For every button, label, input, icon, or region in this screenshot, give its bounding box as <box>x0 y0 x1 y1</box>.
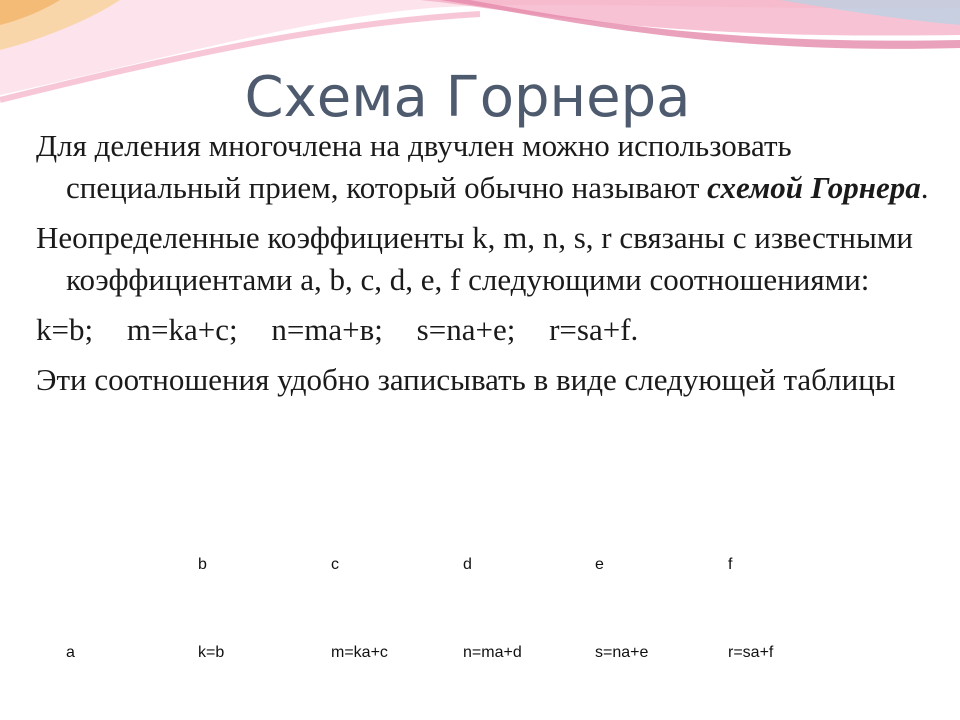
table-header-cell-d: d <box>463 556 472 573</box>
formula-line <box>36 309 936 351</box>
slide-title: Схема Горнера <box>244 65 691 130</box>
table-row-cell-n: n=ma+d <box>463 644 522 661</box>
table-row-cell-k: k=b <box>198 644 225 661</box>
formula-r: r=sa+f. <box>549 312 639 347</box>
slide-body <box>36 125 936 409</box>
paragraph-division <box>36 125 936 209</box>
paragraph-text: Для деления многочлена на двучлен можно использовать специальный прием, который обычно называют <box>36 128 792 205</box>
emphasis-horner-scheme: схемой Горнера <box>707 170 921 205</box>
paragraph-table-intro: Эти соотношения удобно записывать в виде следующей таблицы <box>36 362 896 397</box>
formula-s: s=na+e; <box>416 312 516 347</box>
formula-m: m=ka+c; <box>126 312 238 347</box>
formula-k: k=b; <box>36 312 94 347</box>
table-row-cell-s: s=na+e <box>595 644 649 661</box>
table-row-cell-a: a <box>66 644 75 661</box>
table-header-cell-c: c <box>331 556 339 573</box>
table-header-cell-e: e <box>595 556 604 573</box>
table-header-cell-f: f <box>728 556 733 573</box>
paragraph-coefficients: Неопределенные коэффициенты k, m, n, s, r связаны с известными коэффициентами a, b, c, d, e, f следующими соотношениями: <box>36 220 914 297</box>
table-row-cell-m: m=ka+c <box>331 644 388 661</box>
table-header-cell-b: b <box>198 556 207 573</box>
paragraph-end: . <box>920 170 929 205</box>
formula-n: n=ma+в; <box>271 312 383 347</box>
table-row-cell-r: r=sa+f <box>728 644 774 661</box>
